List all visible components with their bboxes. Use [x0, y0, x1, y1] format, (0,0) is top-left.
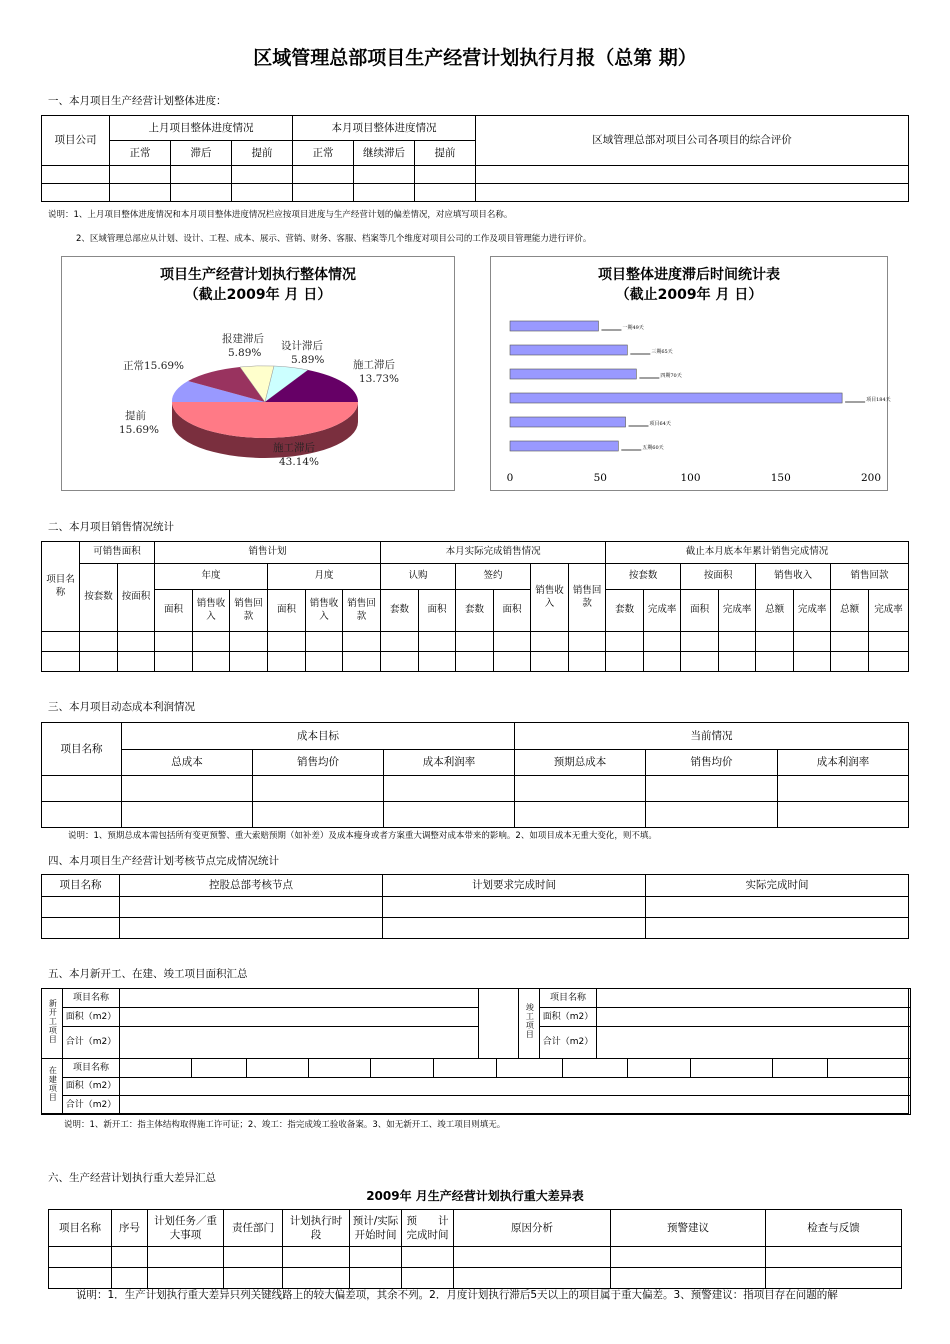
col-collect: 销售回款: [343, 590, 381, 632]
col-avg-price: 销售均价: [646, 750, 778, 776]
node-table: [41, 874, 909, 939]
row-project-name: 项目名称: [63, 989, 120, 1008]
col-cum-collect: 销售回款: [831, 564, 909, 590]
pie-subtitle: （截止2009年 月 日）: [184, 287, 332, 303]
bar-label: 三期65天: [651, 349, 673, 355]
this-ahead: 提前: [415, 141, 476, 166]
label-permit: 报建滞后: [222, 333, 264, 345]
bar-label: 项目184天: [866, 397, 891, 403]
table-row: [42, 632, 909, 652]
table-row: [49, 1247, 902, 1268]
pie-chart: [62, 307, 454, 487]
col-cum-income: 销售收入: [756, 564, 831, 590]
col-project-name: 项目名称: [49, 1210, 112, 1247]
area-summary-block: [41, 988, 909, 1114]
col-sets: 套数: [456, 590, 494, 632]
bar-chart: [491, 307, 891, 487]
value-permit: 5.89%: [228, 347, 262, 359]
this-normal: 正常: [293, 141, 354, 166]
in-construction-label: [42, 1059, 63, 1115]
table-row: [49, 1268, 902, 1289]
x-tick-label: 100: [680, 472, 701, 484]
in-construction-label-text: 在建项目: [48, 1066, 58, 1103]
new-start-table: [41, 988, 479, 1059]
table-row: [42, 776, 909, 802]
completed-label-text: 竣工项目: [525, 1003, 535, 1040]
col-cum-sets: 按套数: [606, 564, 681, 590]
bar-label: 项目64天: [649, 421, 671, 427]
pie-title: 项目生产经营计划执行整体情况: [160, 267, 356, 283]
table-row: [42, 918, 909, 939]
col-year: 年度: [155, 564, 268, 590]
section6-note: 说明：1．生产计划执行重大差异只列关键线路上的较大偏差项，其余不列。2．月度计划执行滞后5天以上的项目属于重大偏差。3、预警建议：指项目存在问题的解: [76, 1289, 838, 1301]
section1-note1: 说明：1、上月项目整体进度情况和本月项目整体进度情况栏应按项目进度与生产经营计划的偏差情况，对应填写项目名称。: [48, 210, 513, 220]
col-income: 销售收入: [306, 590, 343, 632]
col-area: 面积: [494, 590, 531, 632]
col-seq: 序号: [112, 1210, 148, 1247]
row-project-name: 项目名称: [63, 1059, 120, 1078]
table-row: [42, 802, 909, 828]
variance-table-title: 2009年 月生产经营计划执行重大差异表: [366, 1189, 584, 1203]
col-last-month: 上月项目整体进度情况: [110, 116, 293, 141]
col-subscribe: 认购: [381, 564, 456, 590]
col-node: 控股总部考核节点: [120, 875, 383, 897]
row-area: 面积（m2）: [63, 1008, 120, 1027]
col-warning: 预警建议: [611, 1210, 766, 1247]
section3-heading: 三、本月项目动态成本利润情况: [48, 701, 195, 713]
col-rate: 完成率: [794, 590, 831, 632]
completed-label: [519, 989, 540, 1059]
col-dept: 责任部门: [224, 1210, 283, 1247]
label-construction-large: 施工滞后: [273, 442, 315, 454]
col-area: 面积: [419, 590, 456, 632]
col-by-area: 按面积: [118, 564, 155, 632]
section1-note2: 2、区域管理总部应从计划、设计、工程、成本、展示、营销、财务、客服、档案等几个维度对项目公司的工作及项目管理能力进行评价。: [76, 234, 592, 244]
progress-table: [41, 115, 909, 202]
col-feedback: 检查与反馈: [766, 1210, 902, 1247]
variance-table: [48, 1209, 902, 1289]
col-income: 销售收入: [193, 590, 230, 632]
col-collect: 销售回款: [230, 590, 268, 632]
col-sets: 套数: [381, 590, 419, 632]
bar: [510, 393, 842, 403]
table-row: [42, 166, 909, 184]
col-rate: 完成率: [644, 590, 681, 632]
pie-chart-panel: [61, 256, 455, 491]
row-area: 面积（m2）: [540, 1008, 597, 1027]
col-project-name: 项目名称: [42, 542, 80, 632]
new-start-label: [42, 989, 63, 1059]
cost-table: [41, 722, 909, 828]
col-current: 当前情况: [515, 723, 909, 750]
col-start: 预计/实际开始时间: [350, 1210, 402, 1247]
row-sum: 合计（m2）: [540, 1027, 597, 1059]
col-total-cost: 总成本: [122, 750, 253, 776]
col-period: 计划执行时 段: [283, 1210, 350, 1247]
col-task: 计划任务／重大事项: [148, 1210, 224, 1247]
row-sum: 合计（m2）: [63, 1027, 120, 1059]
col-profit-rate: 成本利润率: [778, 750, 909, 776]
last-normal: 正常: [110, 141, 171, 166]
col-plan: 销售计划: [155, 542, 381, 564]
col-cumulative: 截止本月底本年累计销售完成情况: [606, 542, 909, 564]
bar-label: 五期60天: [642, 445, 664, 451]
section5-note: 说明：1、新开工：指主体结构取得施工许可证；2、竣工：指完成竣工验收备案。3、如无新开工、竣工项目则填无。: [64, 1120, 506, 1130]
col-sign: 签约: [456, 564, 531, 590]
col-project-name: 项目名称: [42, 875, 120, 897]
section2-heading: 二、本月项目销售情况统计: [48, 521, 174, 533]
label-ahead: 提前: [125, 410, 146, 422]
col-cause: 原因分析: [454, 1210, 611, 1247]
in-construction-table: [41, 1058, 911, 1115]
col-area: 面积: [681, 590, 719, 632]
label-normal: 正常15.69%: [123, 360, 185, 372]
col-cum-area: 按面积: [681, 564, 756, 590]
bar-title: 项目整体进度滞后时间统计表: [598, 267, 780, 283]
col-area: 面积: [268, 590, 306, 632]
table-row: [42, 184, 909, 202]
x-tick-label: 150: [770, 472, 791, 484]
completed-table: [518, 988, 911, 1059]
col-finish: 预 计完成时间: [402, 1210, 454, 1247]
row-sum: 合计（m2）: [63, 1096, 120, 1115]
bar-label: 一期49天: [622, 325, 644, 331]
value-construction-large: 43.14%: [279, 456, 320, 468]
col-by-sets: 按套数: [80, 564, 118, 632]
x-tick-label: 200: [860, 472, 882, 484]
col-sales-collect: 销售回款: [569, 564, 606, 632]
bar-subtitle: （截止2009年 月 日）: [615, 287, 763, 303]
col-actual-time: 实际完成时间: [646, 875, 909, 897]
page-title: 区域管理总部项目生产经营计划执行月报（总第 期）: [253, 47, 697, 69]
bar: [510, 441, 618, 451]
bar: [510, 345, 627, 355]
col-target: 成本目标: [122, 723, 515, 750]
row-area: 面积（m2）: [63, 1078, 120, 1096]
section1-heading: 一、本月项目生产经营计划整体进度：: [48, 95, 227, 107]
bar: [510, 417, 626, 427]
bar-label: 四期70天: [660, 373, 682, 379]
col-total: 总额: [756, 590, 794, 632]
sales-table: [41, 541, 909, 672]
new-start-label-text: 新开工项目: [48, 998, 58, 1044]
row-project-name: 项目名称: [540, 989, 597, 1008]
section4-heading: 四、本月项目生产经营计划考核节点完成情况统计: [48, 855, 279, 867]
section6-heading: 六、生产经营计划执行重大差异汇总: [48, 1172, 216, 1184]
value-construction-small: 13.73%: [359, 373, 400, 385]
table-row: [42, 652, 909, 672]
col-actual: 本月实际完成销售情况: [381, 542, 606, 564]
section3-note: 说明：1、预期总成本需包括所有变更预警、重大索赔预期（如补差）及成本瘦身或者方案重大调整对成本带来的影响。2、如项目成本无重大变化，则不填。: [68, 831, 657, 841]
last-behind: 滞后: [171, 141, 232, 166]
bar: [510, 321, 598, 331]
section5-heading: 五、本月新开工、在建、竣工项目面积汇总: [48, 968, 248, 980]
table-row: [42, 897, 909, 918]
col-rate: 完成率: [719, 590, 756, 632]
value-design: 5.89%: [291, 354, 325, 366]
x-tick-label: 0: [506, 472, 514, 484]
last-ahead: 提前: [232, 141, 293, 166]
col-sales-income: 销售收入: [531, 564, 569, 632]
bar: [510, 369, 636, 379]
this-behind: 继续滞后: [354, 141, 415, 166]
col-profit-rate: 成本利润率: [384, 750, 515, 776]
col-plan-time: 计划要求完成时间: [383, 875, 646, 897]
col-rate: 完成率: [869, 590, 909, 632]
col-project-name: 项目名称: [42, 723, 122, 776]
col-sets: 套数: [606, 590, 644, 632]
col-available: 可销售面积: [80, 542, 155, 564]
col-avg-price: 销售均价: [253, 750, 384, 776]
value-ahead: 15.69%: [119, 424, 160, 436]
col-company: 项目公司: [42, 116, 110, 166]
col-this-month: 本月项目整体进度情况: [293, 116, 476, 141]
label-design: 设计滞后: [281, 340, 323, 352]
bar-chart-panel: [490, 256, 891, 491]
col-month: 月度: [268, 564, 381, 590]
col-evaluation: 区域管理总部对项目公司各项目的综合评价: [476, 116, 909, 166]
col-total: 总额: [831, 590, 869, 632]
x-tick-label: 50: [593, 472, 607, 484]
col-area: 面积: [155, 590, 193, 632]
col-expected-cost: 预期总成本: [515, 750, 646, 776]
label-construction-small: 施工滞后: [353, 359, 395, 371]
